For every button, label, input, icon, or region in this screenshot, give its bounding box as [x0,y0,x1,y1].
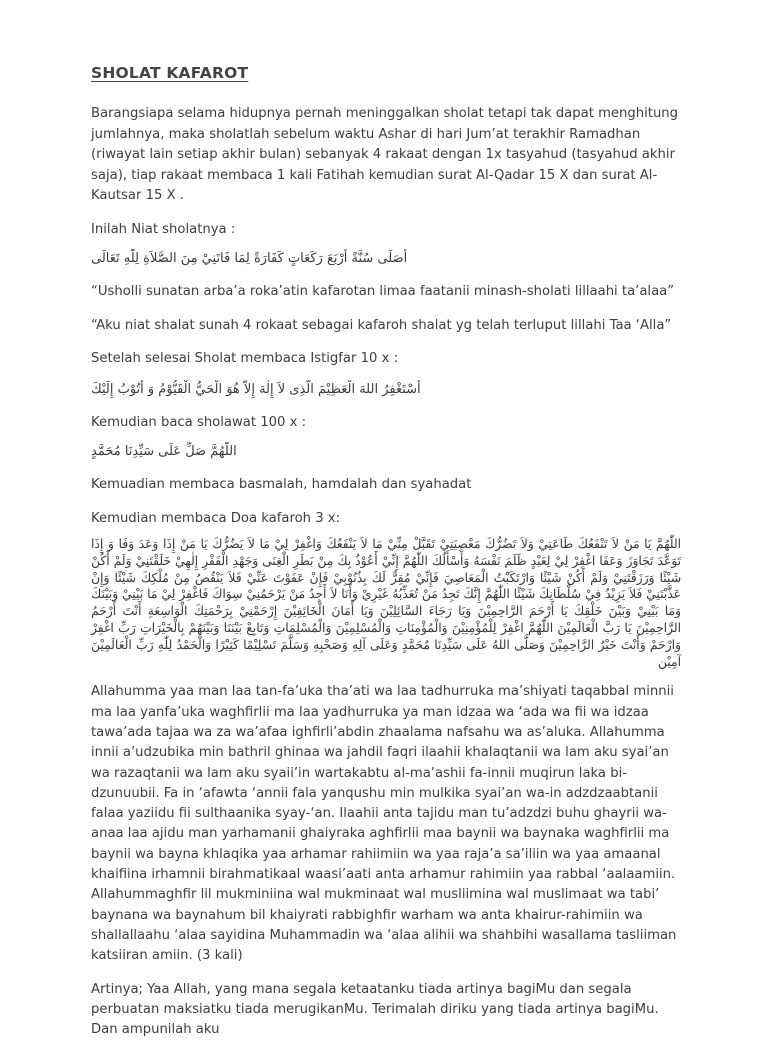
niat-heading: Inilah Niat sholatnya : [91,221,236,237]
basmalah-line: Kemuadian membaca basmalah, hamdalah dan syahadat [91,477,472,492]
sholawat-arabic-text: اللّٰهُمَّ صَلِّ عَلَى سَيِّدِنَا مُحَمَّدٍ [91,444,237,459]
niat-latin-text: “Usholli sunatan arba’a roka’atin kafarotan limaa faatanii minash-sholati lillaahi ta’alaa” [91,284,675,299]
niat-meaning-text: “Aku niat shalat sunah 4 rokaat sebagai kafaroh shalat yg telah terluput lillahi Taa ‘Alla” [91,317,672,333]
doa-latin-text: Allahumma yaa man laa tan-fa’uka tha’ati wa laa tadhurruka ma’shiyati taqabbal minnii ma laa yanfa’uka waghfirlii ma laa yadhurruka ya man idzaa wa ‘ada wa fii wa idzaa tawa’ada tajaa wa za wa’afaa ighfirli’abdin zhaalama nafsahu wa as’aluka. Allahumma innii a’udzubika min bathril ghinaa wa jahdil faqri ilaahii khalaqtanii wa lam aku syai’an wa razaqtanii wa lam aku syaii’in wartakabtu al-ma’ashii fa-innii muqirun laka bi-dzunuubii. Fa in ‘afawta ‘annii fala yanqushu min mulkika syai’an wa-in adzdzaabtanii falaa yaziidu fii sulthaanika syay-‘an. Ilaahii anta tajidu man tu’adzdzi buhu ghayrii wa-anaa laa ajidu man yarhamanii ghaiyraka aghfirlii maa baynii wa baynaka waghfirlii ma baynii wa bayna khlaqika yaa arhamar rahiimiin wa yaa raja’a sa’iliin wa yaa amaanal khaifiina irhamnii birahmatikaal waasi’aati anta arhamur rahimiin yaa rabbal ‘aalaamiin. Allahummaghfir lil mukminiina wal mukminaat wal musliimina wal muslimaat wa tabi’ baynana wa baynahum bil khaiyrati rabbighfir warham wa anta khairur-rahimiin wa shallallaahu ‘alaa sayidina Muhammadin wa ‘alaa alihii wa shahbihi wasallama tasliiman katsiiran amiin. (3 kali) [91,684,677,964]
intro-paragraph: Barangsiapa selama hidupnya pernah meninggalkan sholat tetapi tak dapat menghitung jumlahnya, maka sholatlah sebelum waktu Ashar di hari Jum’at terakhir Ramadhan (riwayat lain setiap akhir bulan) sebanyak 4 rakaat dengan 1x tasyahud (tasyahud akhir saja), tiap rakaat membaca 1 kali Fatihah kemudian surat Al-Qadar 15 X dan surat Al-Kautsar 15 X . [91,106,679,203]
istigfar-heading: Setelah selesai Sholat membaca Istigfar 10 x : [91,351,399,366]
doa-arabic-text: اللّٰهُمَّ يَا مَنْ لاَ تَنْفَعُكَ طَاعَتِيْ وَلاَ تَضُرُّكَ مَعْصِيَتِيْ تَقَبَّلْ مِنِّيْ مَا لاَ يَنْفَعُكَ وَاغْفِرْ لِيْ مَا لاَ يَضُرُّكَ يَا مَنْ إِذَا وَعَدَ وَفَا وَ إِذَا تَوَعَّدَ تَجَاوَزَ وَعَفَا اغْفِرْ لِيْ لِعَبْدٍ ظَلَمَ نَفْسَهُ وَأَسْأَلُكَ اللّٰهُمَّ إِنِّيْ أَعُوْذُ بِكَ مِنْ بَطَرِ الْغِنَى وَجَهْدِ الْفَقْرِ إِلٰهِيْ خَلَقْتَنِيْ وَلَمْ أَكُنْ شَيْئًا وَرَزَقْتَنِيْ وَلَمْ أَكُنْ شَيْئًا وَارْتَكَبْتُ الْمَعَاصِيَ فَإِنِّيْ مُقِرٌّ لَكَ بِذُنُوْبِيْ فَإِنْ عَفَوْتَ عَنِّيْ فَلاَ يَنْقُصُ مِنْ مُلْكِكَ شَيْئًا وَإِنْ عَذَّبْتَنِيْ فَلاَ يَزِيْدُ فِيْ سُلْطَانِكَ شَيْئًا اللّٰهُمَّ إِنَّكَ تَجِدُ مَنْ تُعَذِّبُهُ غَيْرِيْ وَأَنَا لاَ أَجِدُ مَنْ يَرْحَمُنِيْ سِوَاكَ فَاغْفِرْ لِيْ مَا بَيْنِيْ وَبَيْنَكَ وَمَا بَيْنِيْ وَبَيْنَ خَلْقِكَ يَا أَرْحَمَ الرَّاحِمِيْنَ وَيَا رَجَاءَ السَّائِلِيْنَ وَيَا أَمَانَ الْخَائِفِيْنَ إِرْحَمْنِيْ بِرَحْمَتِكَ الْوَاسِعَةِ أَنْتَ أَرْحَمُ الرَّاحِمِيْنَ يَا رَبَّ الْعَالَمِيْنَ اللّٰهُمَّ اغْفِرْ لِلْمُؤْمِنِيْنَ وَالْمُؤْمِنَاتِ وَالْمُسْلِمِيْنَ وَالْمُسْلِمَاتِ وَتَابِعْ بَيْنَنَا وَبَيْنَهُمْ بِالْخَيْرَاتِ رَبِّ اغْفِرْ وَارْحَمْ وَأَنْتَ خَيْرُ الرَّاحِمِيْنَ وَصَلَّى اللهُ عَلَى سَيِّدِنَا مُحَمَّدٍ وَعَلَى آلِهِ وَصَحْبِهِ وَسَلَّمَ تَسْلِيْمًا كَثِيْرًا وَالْحَمْدُ لِلّٰهِ رَبِّ الْعَالَمِيْنَ آمِيْن [91,537,681,669]
sholawat-heading: Kemudian baca sholawat 100 x : [91,414,307,430]
istigfar-arabic-text: أَسْتَغْفِرُ اللهَ الْعَظِيْمَ الَّذِى لاَ إِلٰهَ إِلاَّ هُوَ الْحَيُّ الْقَيُّوْمُ وَ أَتُوْبُ إِلَيْكَ [91,381,421,397]
niat-arabic-text: أُصَلِّى سُنَّةً أَرْبَعَ رَكَعَاتٍ كَفَارَةً لِمَا فَاتَنِيْ مِنَ الصَّلاَةِ لِلّٰهِ تَعَالَى [91,251,408,266]
artinya-text: Artinya; Yaa Allah, yang mana segala ketaatanku tiada artinya bagiMu dan segala perbuatan maksiatku tiada merugikanMu. Terimalah diriku yang tiada artinya bagiMu. Dan ampunilah aku [91,981,659,1038]
document-page [91,64,681,1040]
doa-heading: Kemudian membaca Doa kafaroh 3 x: [91,510,341,526]
document-title: SHOLAT KAFAROT [91,64,249,82]
